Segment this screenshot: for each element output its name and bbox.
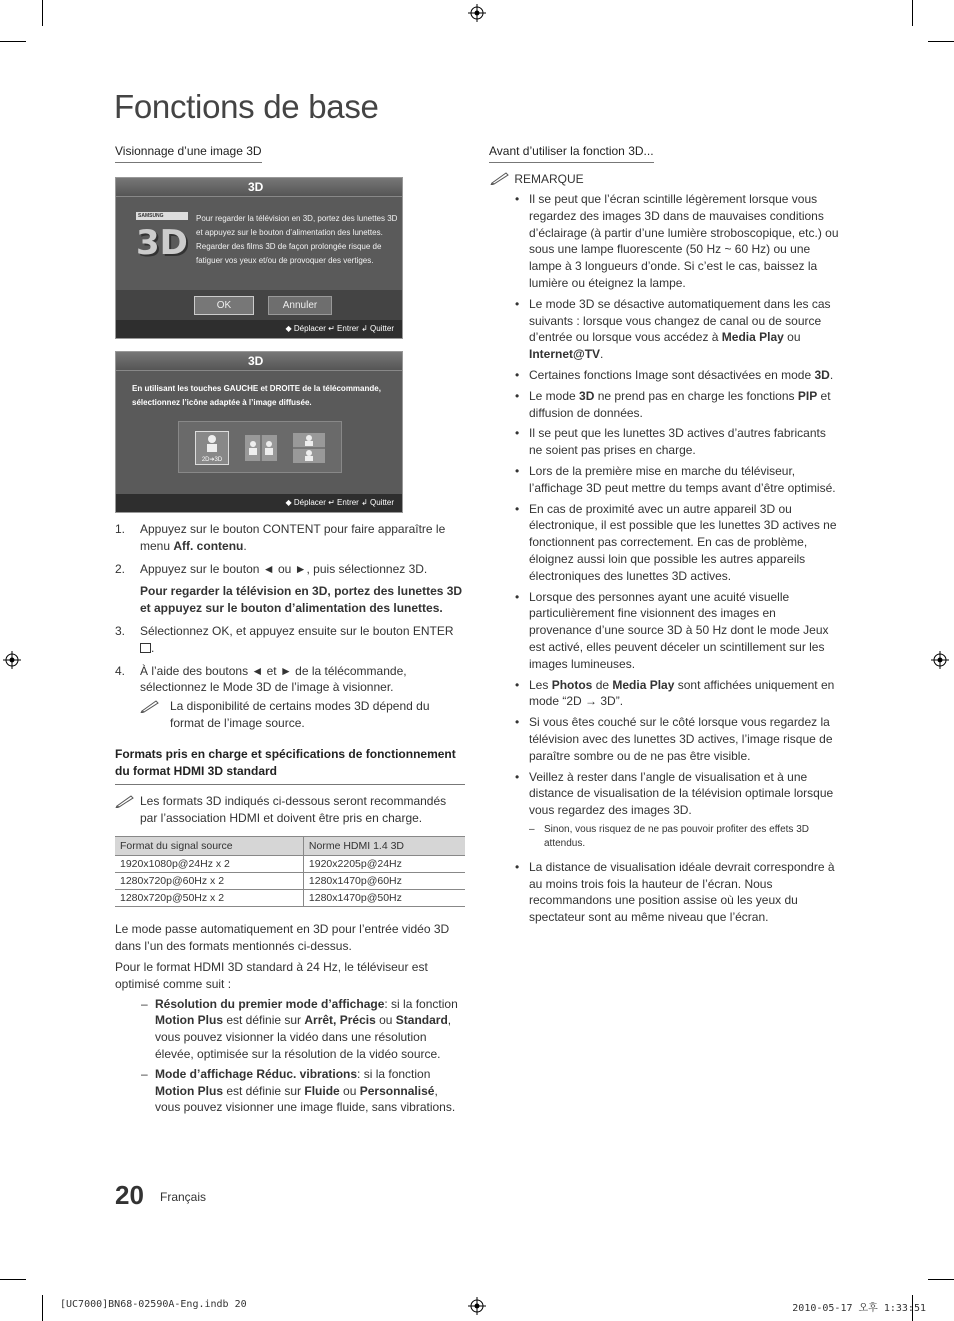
button-row (116, 290, 402, 320)
registration-mark-icon (468, 1297, 486, 1315)
enter-icon (140, 643, 151, 653)
remarks-list (489, 191, 841, 819)
column-header: Format du signal source (115, 837, 303, 856)
steps-list (115, 521, 465, 696)
registration-mark-icon (931, 651, 949, 669)
screen-header: 3D (116, 178, 402, 197)
paragraph: Le mode passe automatiquement en 3D pour l’entrée vidéo 3D dans l’un des formats mentionnés ci-dessus. (115, 922, 450, 954)
tv-screen-3d-warning (115, 177, 403, 339)
left-column (115, 144, 465, 1119)
screen-message: En utilisant les touches GAUCHE et DROITE de la télécommande, sélectionnez l’icône adaptée à l’image diffusée. (132, 384, 381, 407)
crop-mark (912, 0, 913, 26)
note: Les formats 3D indiqués ci-dessous seront recommandés par l’association HDMI et doivent être pris en charge. (115, 793, 465, 827)
right-column (489, 144, 841, 930)
remark-heading: REMARQUE (489, 171, 841, 187)
table-row: 1280x720p@50Hz x 2 1280x1470p@50Hz (115, 890, 465, 907)
step-item: 4. À l’aide des boutons ◄ et ► de la télécommande, sélectionnez le Mode 3D de l’image à visionner. (115, 663, 407, 695)
section-heading: Avant d’utiliser la fonction 3D... (489, 144, 654, 163)
cancel-button[interactable]: Annuler (268, 296, 332, 315)
crop-mark (42, 0, 43, 26)
dash-item: – Mode d’affichage Réduc. vibrations: si la fonction Motion Plus est définie sur Fluide ou Personnalisé, vous pouvez visionner une image fluide, sans vibrations. (115, 1066, 465, 1116)
list-item: • La distance de visualisation idéale devrait correspondre à au moins trois fois la hauteur de l’écran. Nous recommandons une position assise où les yeux du spectateur sont au même niveau que l’écran. (489, 859, 841, 926)
pencil-note-icon (489, 171, 511, 185)
step-bold-note: Pour regarder la télévision en 3D, portez des lunettes 3D et appuyez sur le bouton d’alimentation des lunettes. (140, 584, 463, 616)
crop-mark (42, 1295, 43, 1321)
logo-3d: 3D (136, 223, 188, 263)
registration-mark-icon (468, 4, 486, 22)
crop-mark (0, 1279, 26, 1280)
step-item: 3. Sélectionnez OK, et appuyez ensuite sur le bouton ENTER . (115, 623, 454, 655)
section-heading: Formats pris en charge et spécifications de fonctionnement du format HDMI 3D standard (115, 746, 465, 785)
samsung-3d-logo (136, 212, 188, 272)
list-item: • Lorsque des personnes ayant une acuité visuelle particulièrement fine visionnent des images en provenance d’une source 3D à 50 Hz dont le mode Jeux est activé, elles peuvent déceler un scintillement sur les images lumineuses. (489, 589, 841, 673)
list-item: • Veillez à rester dans l’angle de visualisation et à une distance de visualisation de la télévision optimale lorsque vous regardez des images 3D. (489, 769, 841, 819)
ok-button[interactable]: OK (194, 296, 254, 315)
list-item: • En cas de proximité avec un autre appareil 3D ou électronique, il est possible que les lunettes 3D actives ne fonctionnent pas correctement. En cas de problème, éloignez aussi loin que possible les autres appareils électroniques des lunettes 3D actives. (489, 501, 841, 585)
mode-option-label: 2D➔3D (201, 457, 223, 463)
table-header-row (115, 837, 465, 856)
tv-screen-3d-mode (115, 351, 403, 513)
list-item: • Il se peut que l’écran scintille légèrement lorsque vous regardez des images 3D dans de mauvaises conditions d’éclairage (à partir d’une lumière stroboscopique, etc.) ou sous une lampe fluorescente (50 Hz ~ 60 Hz) ou une lampe à 3 longueurs d’onde. Si c’est le cas, baissez la lumière ou éteignez la lampe. (489, 191, 841, 292)
dash-item: – Résolution du premier mode d’affichage: si la fonction Motion Plus est définie sur Arrêt, Précis ou Standard, vous pouvez visionner la vidéo dans une résolution élevée, optimisée sur la résolution de la vidéo source. (115, 996, 465, 1063)
step-item: 2. Appuyez sur le bouton ◄ ou ►, puis sélectionnez 3D. (115, 561, 428, 576)
list-item: • Le mode 3D se désactive automatiquement dans les cas suivants : lorsque vous changez de canal ou de source d’entrée ou lorsque vous accédez à Media Play ou Internet@TV. (489, 296, 841, 363)
table-row: 1920x1080p@24Hz x 2 1920x2205p@24Hz (115, 856, 465, 873)
list-item: • Certaines fonctions Image sont désactivées en mode 3D. (489, 367, 841, 384)
table-row: 1280x720p@60Hz x 2 1280x1470p@60Hz (115, 873, 465, 890)
screen-footer: ◆ Déplacer ↵ Entrer ↲ Quitter (116, 494, 402, 512)
list-item: • Lors de la première mise en marche du téléviseur, l’affichage 3D peut mettre du temps avant d’être optimisé. (489, 463, 841, 497)
print-footer-file: [UC7000]BN68-02590A-Eng.indb 20 (60, 1299, 247, 1310)
screen-message: Pour regarder la télévision en 3D, portez des lunettes 3D et appuyez sur le bouton d’alimentation des lunettes. Regarder des films 3D de façon prolongée risque de fatiguer vos yeux et/ou de provoquer des vertiges. (196, 214, 398, 265)
logo-brand: SAMSUNG (136, 212, 188, 220)
list-item: • Si vous êtes couché sur le côté lorsque vous regardez la télévision avec des lunettes 3D actives, l’image risque de paraître sombre ou de ne pas être visible. (489, 714, 841, 764)
remarks-list (489, 859, 841, 926)
crop-mark (928, 41, 954, 42)
note: La disponibilité de certains modes 3D dépend du format de l’image source. (115, 698, 465, 732)
pencil-note-icon (115, 794, 135, 808)
pencil-note-icon (140, 699, 160, 713)
mode-option-2d-3d[interactable] (195, 431, 229, 465)
screen-header: 3D (116, 352, 402, 371)
crop-mark (928, 1279, 954, 1280)
formats-table (115, 836, 465, 907)
page-title: Fonctions de base (114, 88, 379, 125)
step-item: 1. Appuyez sur le bouton CONTENT pour faire apparaître le menu Aff. contenu. (115, 522, 446, 553)
person-icon (196, 432, 228, 454)
side-by-side-icon (245, 435, 277, 461)
crop-mark (0, 41, 26, 42)
language-label: Français (160, 1190, 207, 1204)
list-item: • Les Photos de Media Play sont affichées uniquement en mode “2D → 3D”. (489, 677, 841, 711)
registration-mark-icon (3, 651, 21, 669)
sub-note: – Sinon, vous risquez de ne pas pouvoir profiter des effets 3D attendus. (489, 823, 841, 851)
print-footer-date: 2010-05-17 오후 1:33:51 (792, 1303, 926, 1314)
section-heading: Visionnage d’une image 3D (115, 144, 262, 163)
mode-option-side-by-side[interactable] (245, 435, 277, 461)
screen-footer: ◆ Déplacer ↵ Entrer ↲ Quitter (116, 320, 402, 338)
top-bottom-icon (293, 433, 325, 463)
list-item: • Le mode 3D ne prend pas en charge les fonctions PIP et diffusion de données. (489, 388, 841, 422)
paragraph: Pour le format HDMI 3D standard à 24 Hz, le téléviseur est optimisé comme suit : (115, 959, 428, 991)
list-item: • Il se peut que les lunettes 3D actives d’autres fabricants ne soient pas prises en charge. (489, 425, 841, 459)
column-header: Norme HDMI 1.4 3D (303, 837, 465, 856)
mode-selector (178, 421, 342, 473)
mode-option-top-bottom[interactable] (293, 433, 325, 463)
page-number: 20 (115, 1180, 144, 1210)
